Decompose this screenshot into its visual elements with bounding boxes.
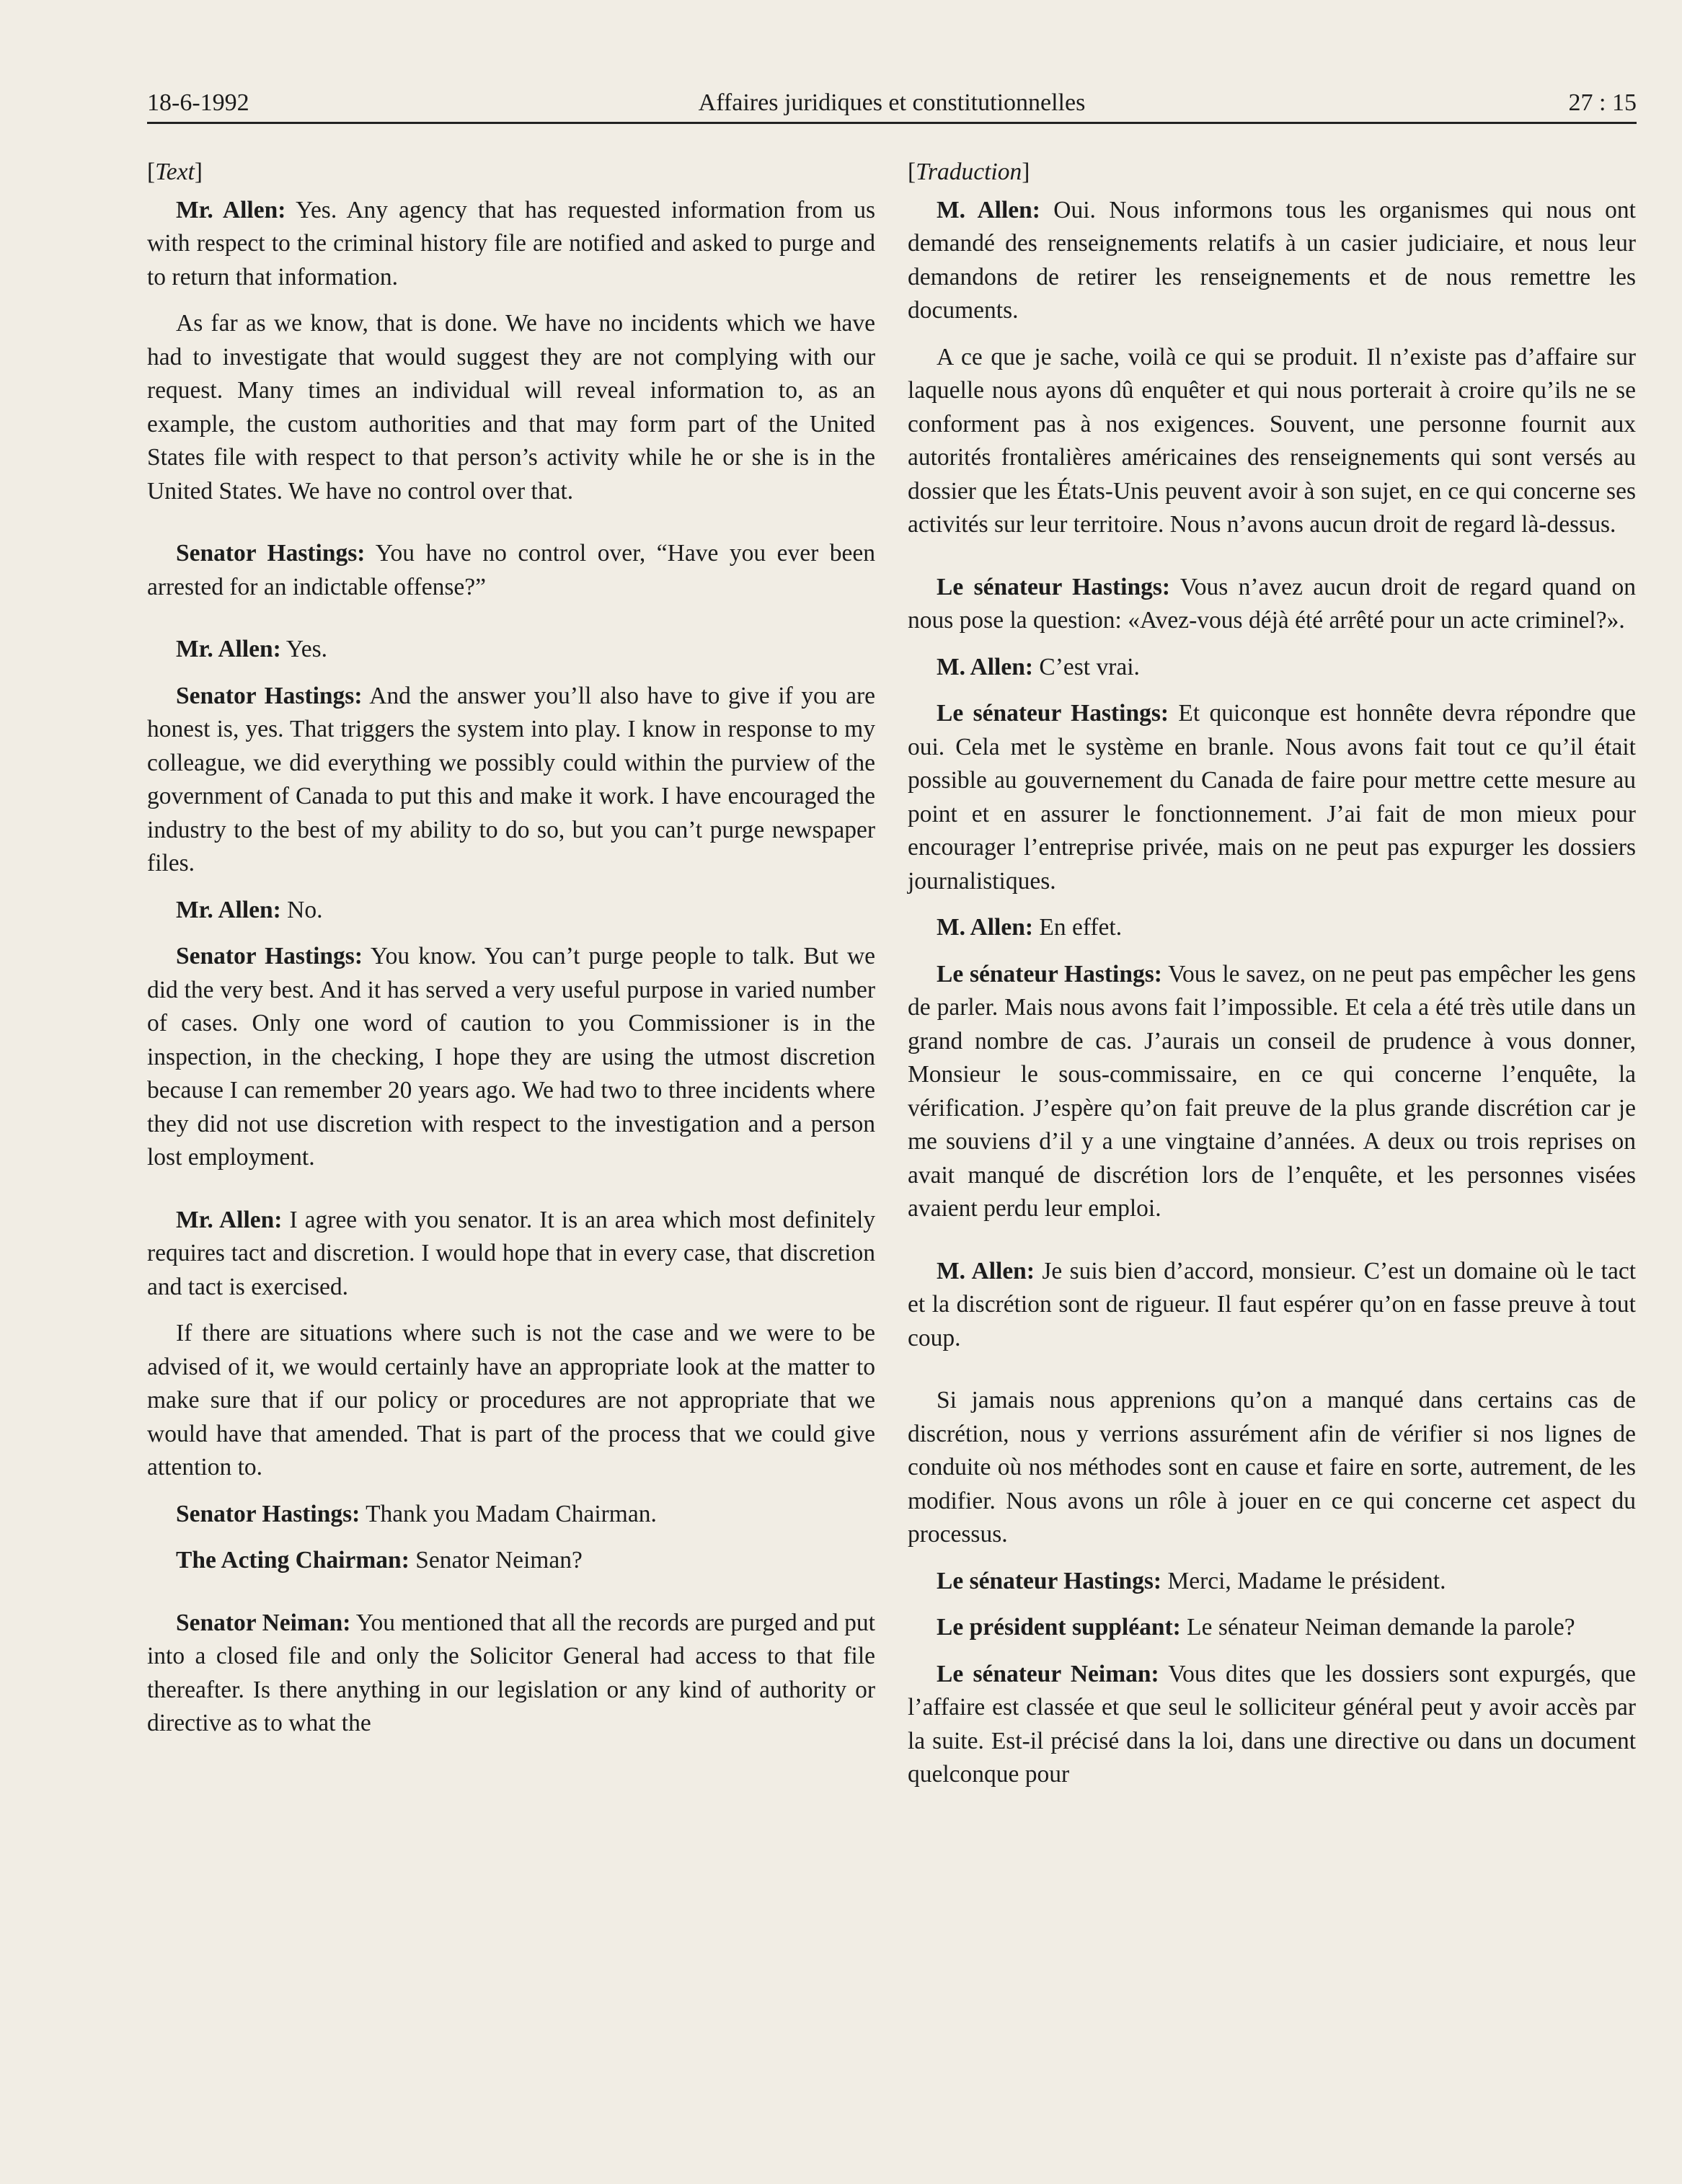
speech: Vous le savez, on ne peut pas empêcher les gens de parler. Mais nous avons fait l’impossible. Et cela a été très utile dans un grand nombre de cas. J’aurais un conseil de prudence à vous donner, Monsieur le sous-commissaire, en ce qui concerne l’enquête, la vérification. J’espère qu’on fait preuve de la plus grande discrétion car je me souviens d’il y a une vingtaine d’années. A deux ou trois reprises on avait manqué de discrétion lors de l’enquête, et les personnes visées avaient perdu leur emploi.	[908, 960, 1636, 1222]
speaker: Senator Neiman:	[176, 1609, 351, 1636]
paragraph	[147, 940, 875, 1175]
speaker: Senator Hastings:	[176, 1500, 360, 1527]
header-rule	[147, 122, 1637, 124]
paragraph	[908, 697, 1636, 898]
french-column	[908, 156, 1636, 1805]
speaker: The Acting Chairman:	[176, 1547, 410, 1573]
speech: As far as we know, that is done. We have no incidents which we have had to investigate that would suggest they are not complying with our request. Many times an individual will reveal information to, as an example, the custom authorities and that may form part of the United States file with respect to that person’s activity while he or she is in the United States. We have no control over that.	[147, 310, 875, 505]
paragraph	[908, 571, 1636, 638]
speaker: Le sénateur Hastings:	[937, 960, 1162, 987]
header-date: 18-6-1992	[147, 89, 249, 116]
speaker: Mr. Allen:	[176, 636, 281, 662]
header-title: Affaires juridiques et constitutionnelles	[698, 89, 1086, 116]
paragraph	[908, 1658, 1636, 1792]
speech: Vous n’avez aucun droit de regard quand on nous pose la question: «Avez-vous déjà été arrêté pour un acte criminel?».	[908, 573, 1636, 634]
speech: Thank you Madam Chairman.	[360, 1500, 657, 1527]
paragraph	[147, 1607, 875, 1741]
speaker: M. Allen:	[937, 653, 1033, 680]
speech: You know. You can’t purge people to talk. But we did the very best. And it has served a very useful purpose in varied number of cases. Only one word of caution to you Commissioner is in the inspection, in the checking, I hope they are using the utmost discretion because I can remember 20 years ago. We had two to three incidents where they did not use discretion with respect to the investigation and a person lost employment.	[147, 943, 875, 1171]
speech: You have no control over, “Have you ever been arrested for an indictable offense?”	[147, 540, 875, 600]
speaker: Le président suppléant:	[937, 1614, 1181, 1641]
speech: You mentioned that all the records are purged and put into a closed file and only the Solicitor General had access to that file thereafter. Is there anything in our legislation or any kind of authority or directive as to what the	[147, 1609, 875, 1736]
speech: C’est vrai.	[1032, 653, 1140, 680]
speaker: Le sénateur Hastings:	[937, 700, 1169, 727]
speaker: M. Allen:	[937, 1257, 1035, 1284]
paragraph	[908, 911, 1636, 945]
paragraph	[147, 633, 875, 667]
speaker: Mr. Allen:	[176, 1206, 283, 1233]
speaker: Le sénateur Hastings:	[937, 573, 1171, 600]
speech: Le sénateur Neiman demande la parole?	[1180, 1614, 1575, 1641]
speech: Yes. Any agency that has requested information from us with respect to the criminal history file are notified and asked to purge and to return that information.	[147, 196, 875, 290]
speaker: Mr. Allen:	[176, 896, 281, 923]
paragraph	[908, 651, 1636, 685]
paragraph	[908, 1255, 1636, 1356]
speech: And the answer you’ll also have to give if you are honest is, yes. That triggers the system into play. I know in response to my colleague, we did everything we possibly could within the purview of the government of Canada to put this and make it work. I have encouraged the industry to the best of my ability to do so, but you can’t purge newspaper files.	[147, 682, 875, 876]
running-header	[147, 85, 1637, 121]
column-tag-traduction: [Traduction]	[908, 159, 1030, 185]
paragraph	[147, 307, 875, 508]
speech: Vous dites que les dossiers sont expurgés, que l’affaire est classée et que seul le solliciteur général peut y avoir accès par la suite. Est-il précisé dans la loi, dans une directive ou dans un document quelconque pour	[908, 1660, 1637, 1788]
speaker: Senator Hastings:	[176, 943, 363, 969]
paragraph	[147, 1498, 875, 1532]
speaker: Le sénateur Neiman:	[937, 1660, 1159, 1687]
paragraph	[908, 194, 1636, 328]
paragraph	[147, 894, 875, 928]
paragraph	[908, 958, 1636, 1226]
speech: If there are situations where such is not the case and we were to be advised of it, we would certainly have an appropriate look at the matter to make sure that if our policy or procedures are not appropriate that we would have that amended. That is part of the process that we could give attention to.	[147, 1320, 875, 1481]
speech: Si jamais nous apprenions qu’on a manqué dans certains cas de discrétion, nous y verrions assurément afin de vérifier si nos lignes de conduite où nos méthodes sont en cause et faire en sorte, autrement, de les modifier. Nous avons un rôle à jouer en ce qui concerne cet aspect du processus.	[908, 1387, 1636, 1548]
speaker: M. Allen:	[937, 196, 1040, 223]
speech: I agree with you senator. It is an area which most definitely requires tact and discretion. I would hope that in every case, that discretion and tact is exercised.	[147, 1206, 876, 1300]
paragraph	[908, 1611, 1636, 1645]
speech: Oui. Nous informons tous les organismes qui nous ont demandé des renseignements relatifs à un casier judiciaire, et nous leur demandons de retirer les renseignements et de nous remettre les documents.	[908, 196, 1636, 324]
english-column	[147, 156, 875, 1754]
speaker: Le sénateur Hastings:	[937, 1567, 1162, 1594]
speech: A ce que je sache, voilà ce qui se produit. Il n’existe pas d’affaire sur laquelle nous ayons dû enquêter et qui nous porterait à croire qu’ils ne se conforment pas à nos exigences. Souvent, une personne fournit aux autorités frontalières américaines des renseignements qui sont versés au dossier que les États-Unis peuvent avoir à son sujet, en ce qui concerne ses activités sur leur territoire. Nous n’avons aucun droit de regard là-dessus.	[908, 343, 1636, 538]
paragraph	[147, 537, 875, 604]
speech: Yes.	[280, 636, 328, 662]
speech: Et quiconque est honnête devra répondre que oui. Cela met le système en branle. Nous avons fait tout ce qu’il était possible au gouvernement du Canada de faire pour mettre cette mesure au point et en assurer le fonctionnement. J’ai fait de mon mieux pour encourager l’entreprise privée, mais on ne peut pas expurger les dossiers journalistiques.	[908, 700, 1636, 895]
speaker: Mr. Allen:	[176, 196, 286, 223]
paragraph	[147, 680, 875, 881]
speech: No.	[280, 896, 323, 923]
speech: Je suis bien d’accord, monsieur. C’est un domaine où le tact et la discrétion sont de rigueur. Il faut espérer qu’on en fasse preuve à tout coup.	[908, 1257, 1637, 1351]
speaker: M. Allen:	[937, 914, 1033, 941]
paragraph	[147, 194, 875, 295]
paragraph	[147, 1544, 875, 1578]
paragraph	[908, 341, 1636, 542]
column-tag-text: [Text]	[147, 159, 203, 185]
speech: En effet.	[1032, 914, 1123, 941]
speaker: Senator Hastings:	[176, 682, 363, 709]
speaker: Senator Hastings:	[176, 540, 366, 567]
speech: Senator Neiman?	[409, 1547, 583, 1573]
paragraph	[147, 1204, 875, 1305]
paragraph	[908, 1565, 1636, 1599]
paragraph	[908, 1384, 1636, 1552]
speech: Merci, Madame le président.	[1161, 1567, 1446, 1594]
header-page-number: 27 : 15	[1568, 89, 1637, 116]
paragraph	[147, 1317, 875, 1485]
